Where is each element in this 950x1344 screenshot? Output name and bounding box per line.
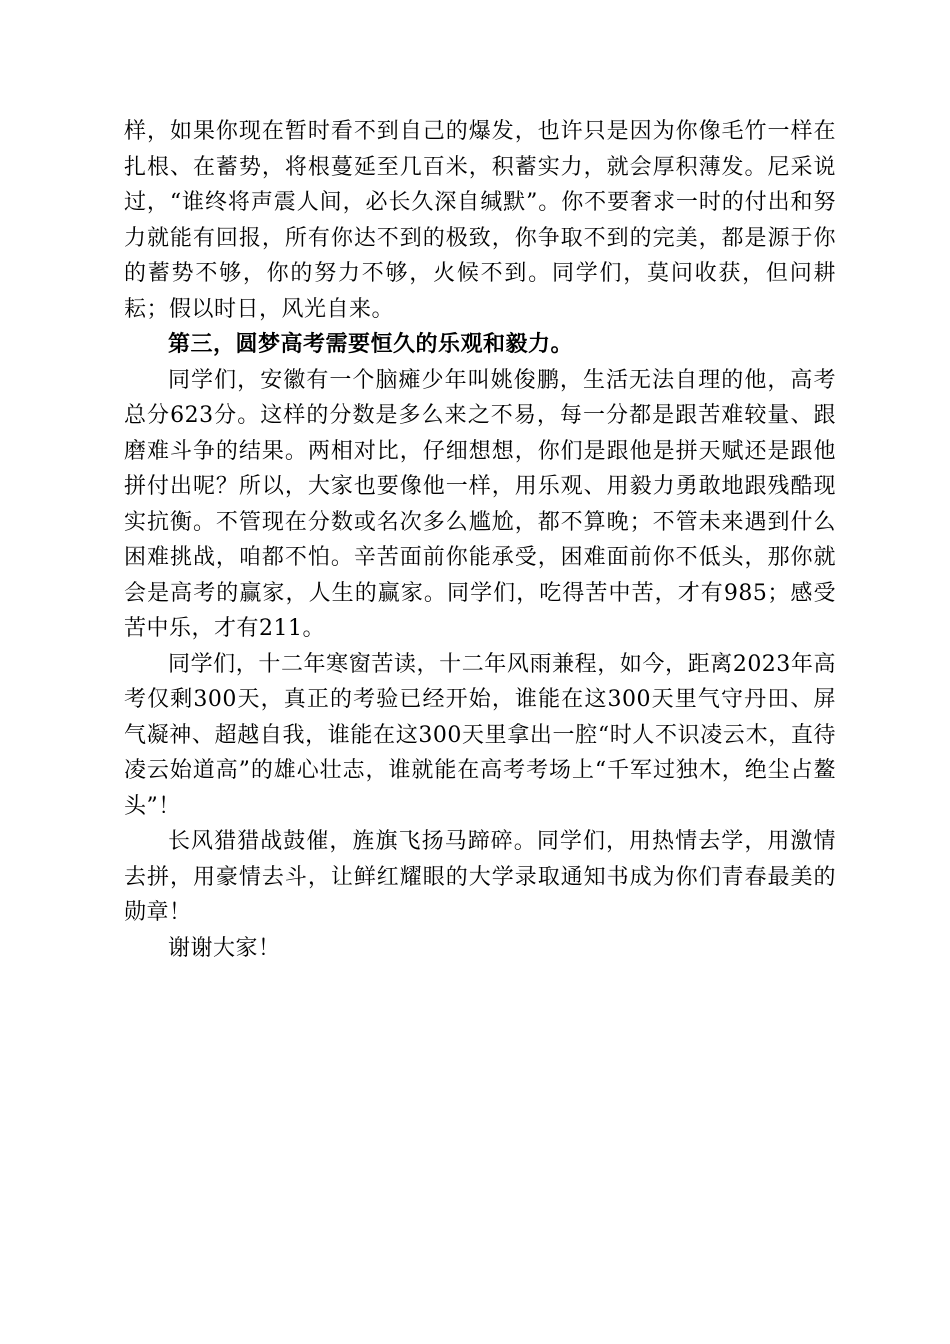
section-heading-third: 第三，圆梦高考需要恒久的乐观和毅力。 (168, 331, 574, 357)
document-page (124, 114, 836, 966)
paragraph-300-days: 同学们，十二年寒窗苦读，十二年风雨兼程，如今，距离2023年高考仅剩300天，真正的考验已经开始，谁能在这300天里气守丹田、屏气凝神、超越自我，谁能在这300天里拿出一腔“时人不识凌云木，直待凌云始道高”的雄心壮志，谁就能在高考考场上“千军过独木，绝尘占鳌头”！ (124, 651, 836, 819)
paragraph-thanks: 谢谢大家！ (168, 935, 281, 961)
paragraph-yao-junpeng: 同学们，安徽有一个脑瘫少年叫姚俊鹏，生活无法自理的他，高考总分623分。这样的分数是多么来之不易，每一分都是跟苦难较量、跟磨难斗争的结果。两相对比，仔细想想，你们是跟他是拼天赋还是跟他拼付出呢？所以，大家也要像他一样，用乐观、用毅力勇敢地跟残酷现实抗衡。不管现在分数或名次多么尴尬，都不算晚；不管未来遇到什么困难挑战，咱都不怕。辛苦面前你能承受，困难面前你不低头，那你就会是高考的赢家，人生的赢家。同学们，吃得苦中苦，才有985；感受苦中乐，才有211。 (124, 367, 836, 641)
paragraph-continuation: 样，如果你现在暂时看不到自己的爆发，也许只是因为你像毛竹一样在扎根、在蓄势，将根蔓延至几百米，积蓄实力，就会厚积薄发。尼采说过，“谁终将声震人间，必长久深自缄默”。你不要奢求一时的付出和努力就能有回报，所有你达不到的极致，你争取不到的完美，都是源于你的蓄势不够，你的努力不够，火候不到。同学们，莫问收获，但问耕耘；假以时日，风光自来。 (124, 119, 836, 322)
paragraph-encouragement: 长风猎猎战鼓催，旌旗飞扬马蹄碎。同学们，用热情去学，用激情去拼，用豪情去斗，让鲜红耀眼的大学录取通知书成为你们青春最美的勋章！ (124, 829, 836, 925)
